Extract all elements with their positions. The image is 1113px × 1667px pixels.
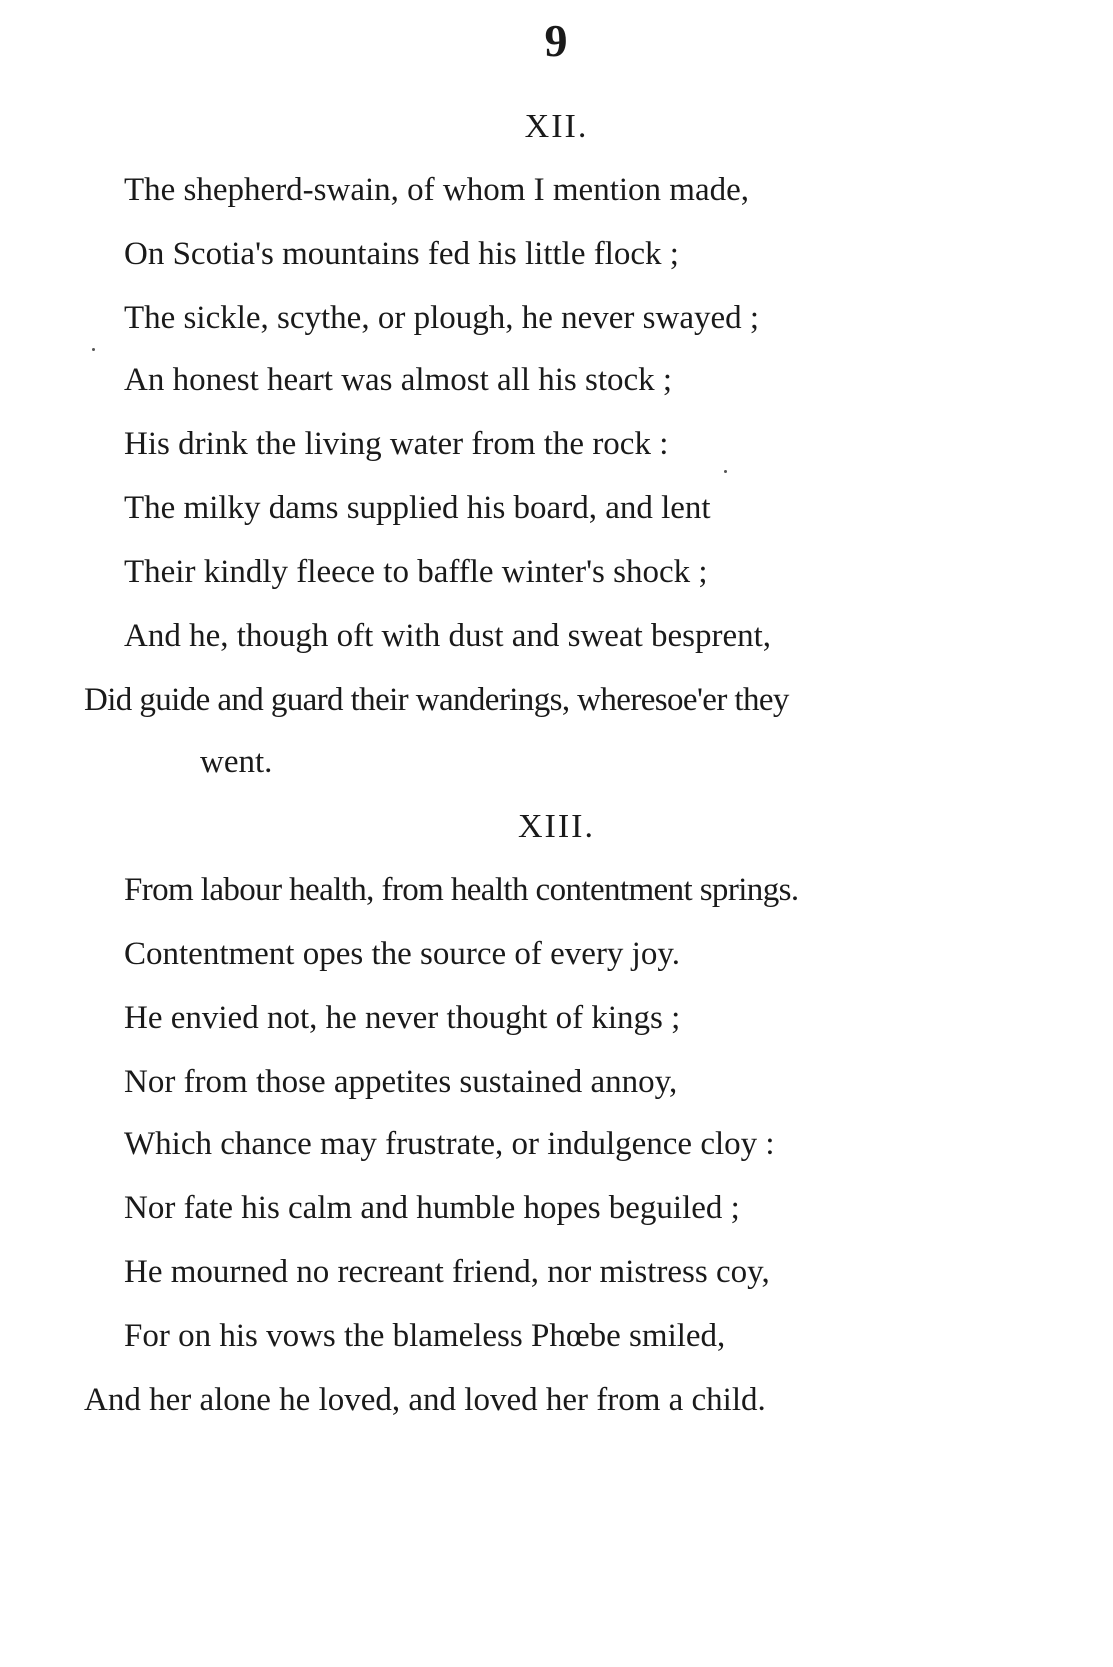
verse-line: The shepherd-swain, of whom I mention made,: [124, 172, 750, 208]
paper-speck: [724, 470, 727, 473]
verse-line: Nor fate his calm and humble hopes beguiled ;: [124, 1190, 740, 1226]
verse-line-alexandrine: And her alone he loved, and loved her from a child.: [84, 1382, 766, 1418]
verse-line: The milky dams supplied his board, and lent: [124, 490, 711, 526]
paper-speck: [92, 348, 95, 351]
verse-line: He envied not, he never thought of kings ;: [124, 1000, 681, 1036]
verse-line: Contentment opes the source of every joy.: [124, 936, 680, 972]
stanza-heading-xii: XII.: [524, 108, 589, 145]
verse-line: On Scotia's mountains fed his little flock ;: [124, 236, 679, 272]
verse-line: Nor from those appetites sustained annoy,: [124, 1064, 678, 1100]
verse-line-continuation: went.: [200, 744, 273, 780]
stanza-heading-xiii: XIII.: [517, 808, 596, 845]
verse-line: For on his vows the blameless Phœbe smiled,: [124, 1318, 726, 1354]
verse-line: From labour health, from health contentment springs.: [124, 872, 799, 908]
verse-line-alexandrine: Did guide and guard their wanderings, wheresoe'er they: [84, 682, 789, 718]
verse-line: Which chance may frustrate, or indulgence cloy :: [124, 1126, 775, 1162]
verse-line: His drink the living water from the rock :: [124, 426, 669, 462]
verse-line: He mourned no recreant friend, nor mistress coy,: [124, 1254, 770, 1290]
verse-line: An honest heart was almost all his stock ;: [124, 362, 673, 398]
verse-line: Their kindly fleece to baffle winter's shock ;: [124, 554, 708, 590]
page-number: 9: [544, 15, 569, 66]
verse-line: The sickle, scythe, or plough, he never swayed ;: [124, 300, 760, 336]
verse-line: And he, though oft with dust and sweat besprent,: [124, 618, 772, 654]
